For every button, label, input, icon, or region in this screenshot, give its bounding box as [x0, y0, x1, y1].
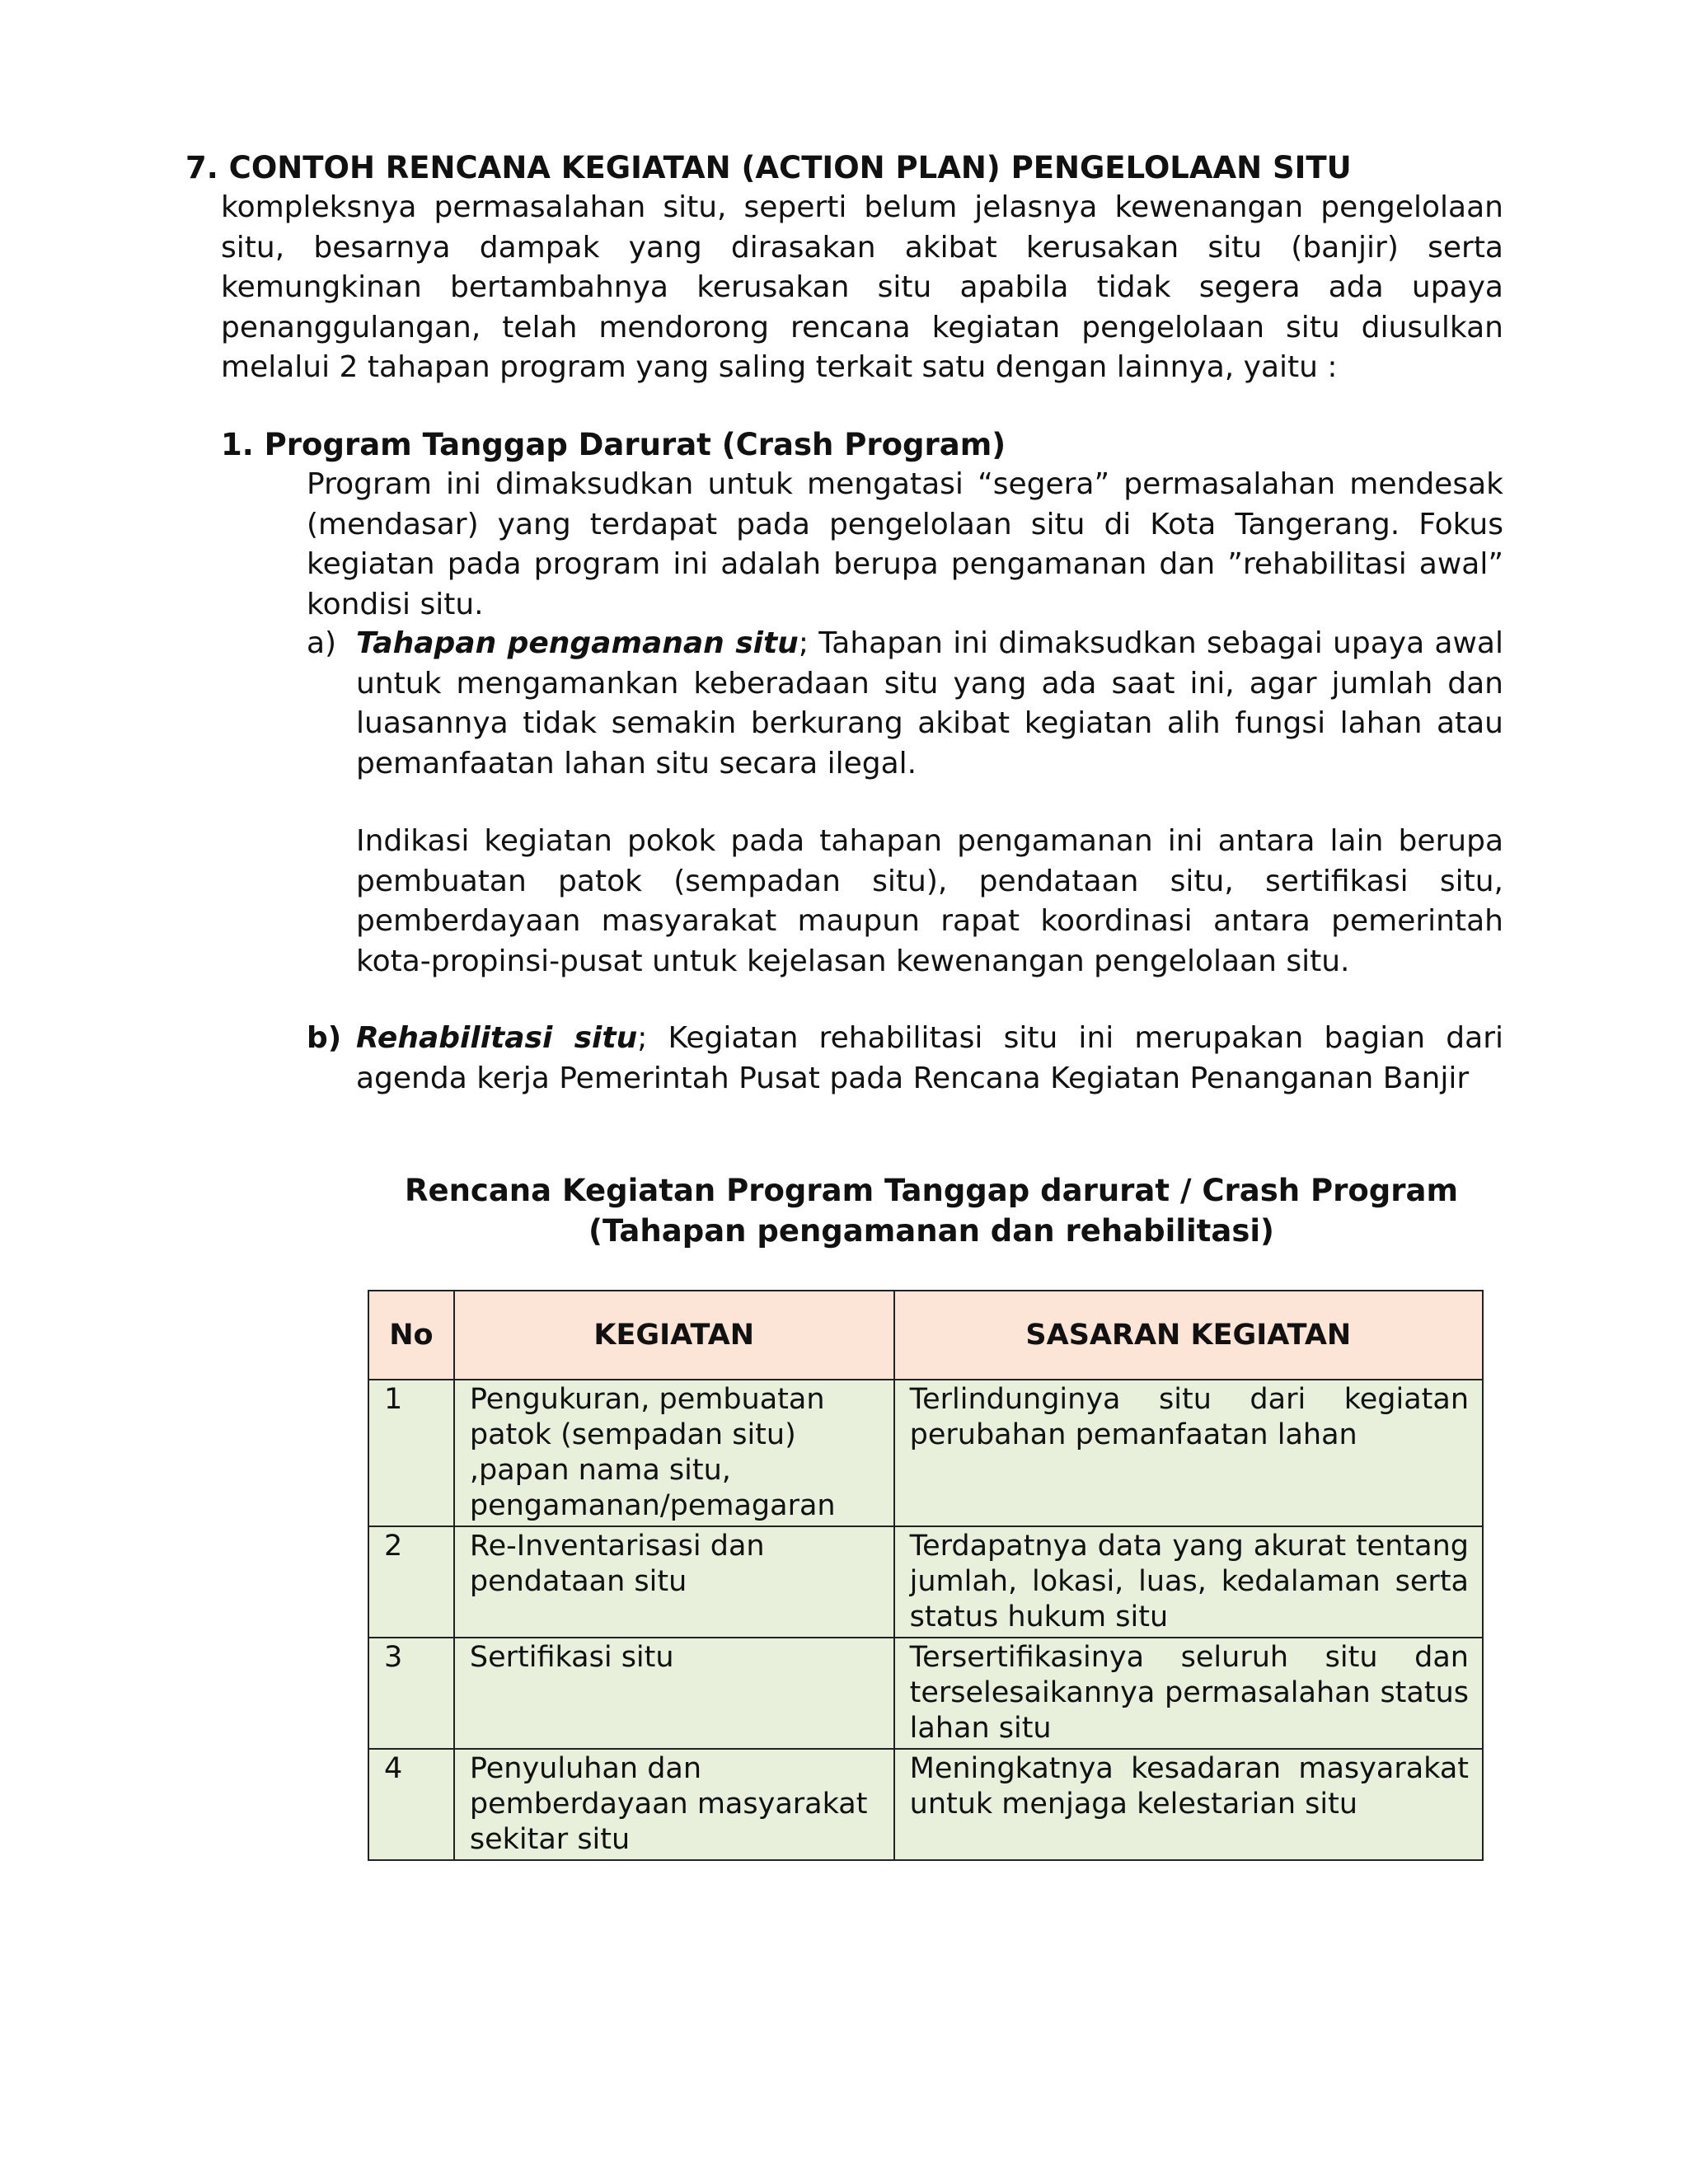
list-item-b-body: [356, 1019, 1503, 1099]
cell-no: 2: [368, 1526, 454, 1638]
cell-kegiatan: Re-Inventarisasi dan pendataan situ: [454, 1526, 894, 1638]
table-row: [368, 1380, 1483, 1526]
header-no: No: [368, 1291, 454, 1380]
table-row: [368, 1749, 1483, 1860]
header-sasaran: SASARAN KEGIATAN: [894, 1291, 1483, 1380]
list-marker-b: b): [307, 1021, 342, 1055]
table-title-line1: Rencana Kegiatan Program Tanggap darurat / Crash Program: [404, 1173, 1459, 1208]
cell-kegiatan: Sertifikasi situ: [454, 1638, 894, 1749]
program-title: 1. Program Tanggap Darurat (Crash Program): [221, 427, 1006, 462]
cell-kegiatan: Pengukuran, pembuatan patok (sempadan situ) ,papan nama situ, pengamanan/pemagaran: [454, 1380, 894, 1526]
table-title: [363, 1170, 1500, 1251]
cell-no: 3: [368, 1638, 454, 1749]
cell-sasaran: Terdapatnya data yang akurat tentang jumlah, lokasi, luas, kedalaman serta status hukum situ: [894, 1526, 1483, 1638]
cell-sasaran: Meningkatnya kesadaran masyarakat untuk menjaga kelestarian situ: [894, 1749, 1483, 1860]
cell-no: 4: [368, 1749, 454, 1860]
action-plan-table: [368, 1290, 1484, 1861]
cell-sasaran: Terlindunginya situ dari kegiatan perubahan pemanfaatan lahan: [894, 1380, 1483, 1526]
term-rehabilitasi: Rehabilitasi situ: [356, 1021, 638, 1055]
list-item-b-text: ; Kegiatan rehabilitasi situ ini merupakan bagian dari agenda kerja Pemerintah Pusat pada Rencana Kegiatan Penanganan Banjir: [356, 1021, 1503, 1095]
table-title-line2: (Tahapan pengamanan dan rehabilitasi): [588, 1213, 1274, 1249]
list-item-a: [307, 624, 1503, 784]
table-row: [368, 1638, 1483, 1749]
list-item-b: [307, 1019, 1503, 1099]
program-description: Program ini dimaksudkan untuk mengatasi “segera” permasalahan mendesak (mendasar) yang terdapat pada pengelolaan situ di Kota Tangerang. Fokus kegiatan pada program ini adalah berupa pengamanan dan ”rehabilitasi awal” kondisi situ.: [307, 467, 1503, 621]
list-item-a-body: [356, 624, 1503, 784]
header-kegiatan: KEGIATAN: [454, 1291, 894, 1380]
cell-kegiatan: Penyuluhan dan pemberdayaan masyarakat sekitar situ: [454, 1749, 894, 1860]
section-title: 7. CONTOH RENCANA KEGIATAN (ACTION PLAN) PENGELOLAAN SITU: [185, 150, 1352, 185]
cell-no: 1: [368, 1380, 454, 1526]
table-row: [368, 1526, 1483, 1638]
term-tahapan-pengamanan: Tahapan pengamanan situ: [356, 626, 799, 660]
list-item-a-text: ; Tahapan ini dimaksudkan sebagai upaya awal untuk mengamankan keberadaan situ yang ada saat ini, agar jumlah dan luasannya tidak semakin berkurang akibat kegiatan alih fungsi lahan atau pemanfaatan lahan situ secara ilegal.: [356, 626, 1503, 780]
intro-paragraph: kompleksnya permasalahan situ, seperti belum jelasnya kewenangan pengelolaan situ, besarnya dampak yang dirasakan akibat kerusakan situ (banjir) serta kemungkinan bertambahnya kerusakan situ apabila tidak segera ada upaya penanggulangan, telah mendorong rencana kegiatan pengelolaan situ diusulkan melalui 2 tahapan program yang saling terkait satu dengan lainnya, yaitu :: [221, 190, 1503, 384]
cell-sasaran: Tersertifikasinya seluruh situ dan terselesaikannya permasalahan status lahan situ: [894, 1638, 1483, 1749]
list-marker-a: a): [307, 626, 337, 660]
table-header-row: [368, 1291, 1483, 1380]
indication-paragraph: Indikasi kegiatan pokok pada tahapan pengamanan ini antara lain berupa pembuatan patok (sempadan situ), pendataan situ, sertifikasi situ, pemberdayaan masyarakat maupun rapat koordinasi antara pemerintah kota-propinsi-pusat untuk kejelasan kewenangan pengelolaan situ.: [356, 824, 1503, 978]
